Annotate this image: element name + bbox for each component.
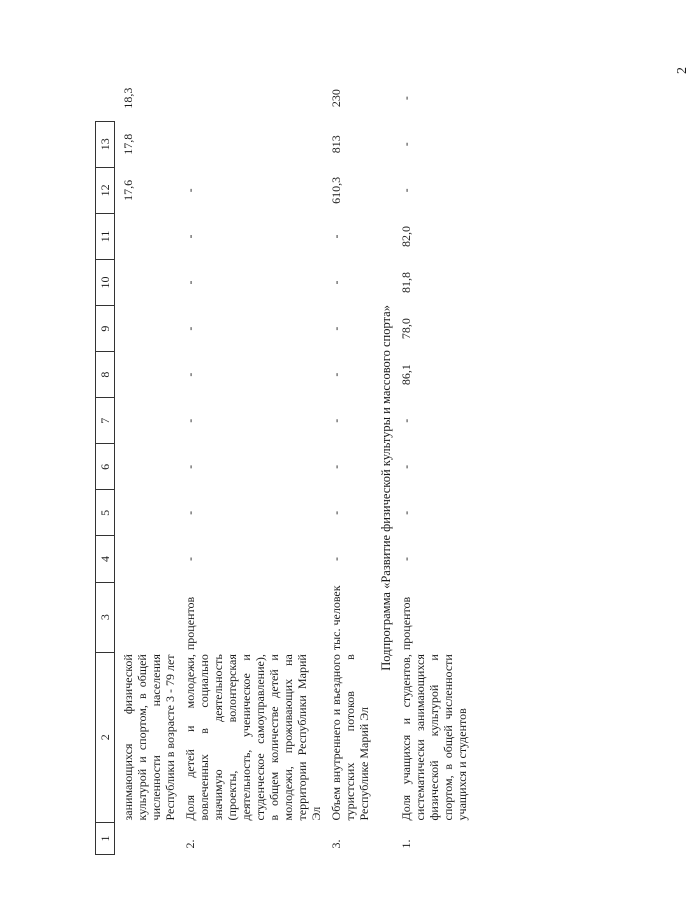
header-row [96, 75, 115, 855]
indicators-table [95, 75, 469, 855]
row-number: 2. [183, 839, 197, 849]
unit-cell: тыс. человек [329, 585, 343, 651]
value-cell: - [399, 418, 413, 423]
table-row [329, 75, 371, 855]
value-cell: - [399, 96, 413, 101]
value-cell: - [183, 280, 197, 285]
value-cell: 17,6 [121, 179, 135, 201]
table-row [399, 75, 469, 855]
col-header: 6 [96, 444, 115, 490]
value-cell: 18,3 [121, 87, 135, 109]
value-cell: - [399, 464, 413, 469]
indicator-name: Объем внутреннего и въездного туристских потоков в Республике Марий Эл [329, 654, 371, 821]
unit-cell [121, 582, 177, 652]
table-row [121, 75, 177, 855]
value-cell: - [399, 510, 413, 515]
value-cell: - [329, 234, 343, 239]
value-cell [121, 352, 177, 398]
value-cell [121, 444, 177, 490]
value-cell: - [183, 510, 197, 515]
value-cell [183, 121, 323, 167]
value-cell: - [329, 372, 343, 377]
row-number [121, 822, 177, 854]
value-cell: - [183, 372, 197, 377]
value-cell [121, 398, 177, 444]
subprogram-title: Подпрограмма «Развитие физической культуры и массового спорта» [379, 305, 393, 671]
value-cell: 81,8 [399, 272, 413, 294]
col-header: 5 [96, 490, 115, 536]
subprogram-row [371, 75, 399, 855]
col-header: 13 [96, 121, 115, 167]
value-cell [121, 306, 177, 352]
value-cell: 82,0 [399, 225, 413, 247]
value-cell: - [183, 556, 197, 561]
value-cell [121, 536, 177, 582]
col-header: 10 [96, 259, 115, 305]
value-cell: - [329, 280, 343, 285]
value-cell [121, 213, 177, 259]
value-cell: - [183, 326, 197, 331]
value-cell: 813 [329, 135, 343, 154]
col-header: 8 [96, 352, 115, 398]
value-cell: - [329, 556, 343, 561]
value-cell: - [399, 188, 413, 193]
unit-cell: процентов [183, 596, 197, 651]
value-cell: - [329, 464, 343, 469]
value-cell [183, 75, 323, 121]
col-header: 4 [96, 536, 115, 582]
col-header: 3 [96, 582, 115, 652]
col-header: 1 [96, 822, 115, 854]
value-cell [121, 259, 177, 305]
value-cell: 78,0 [399, 318, 413, 340]
row-number: 3. [329, 839, 343, 849]
value-cell: - [183, 188, 197, 193]
row-number: 1. [399, 839, 413, 849]
indicator-name: Доля детей и молодежи, вовлеченных в социально значимую деятельность (проекты, волонтерская деятельность, ученическое и студенческое самоуправление), в общем количестве детей и молодежи, проживающих на территории Республики Марий Эл [183, 654, 323, 821]
col-header: 7 [96, 398, 115, 444]
value-cell: 86,1 [399, 364, 413, 386]
col-header: 12 [96, 167, 115, 213]
rotated-table-sheet [95, 75, 635, 855]
value-cell: - [329, 418, 343, 423]
indicator-name: занимающихся физической культурой и спортом, в общей численности населения Республики в возрасте 3 - 79 лет [121, 654, 177, 821]
table-row [183, 75, 323, 855]
value-cell: - [399, 556, 413, 561]
value-cell: - [183, 418, 197, 423]
value-cell: 230 [329, 89, 343, 108]
indicator-name: Доля учащихся и студентов, систематически занимающихся физической культурой и спортом, в общей численности учащихся и студентов [399, 654, 469, 821]
col-header: 2 [96, 652, 115, 822]
value-cell: - [183, 464, 197, 469]
unit-cell: процентов [399, 596, 413, 651]
value-cell: - [399, 142, 413, 147]
col-header: 9 [96, 306, 115, 352]
value-cell: 610,3 [329, 176, 343, 204]
page-number: 2 [675, 67, 690, 74]
value-cell: - [329, 510, 343, 515]
col-header: 11 [96, 213, 115, 259]
value-cell [121, 490, 177, 536]
value-cell: - [183, 234, 197, 239]
value-cell: 17,8 [121, 133, 135, 155]
value-cell: - [329, 326, 343, 331]
